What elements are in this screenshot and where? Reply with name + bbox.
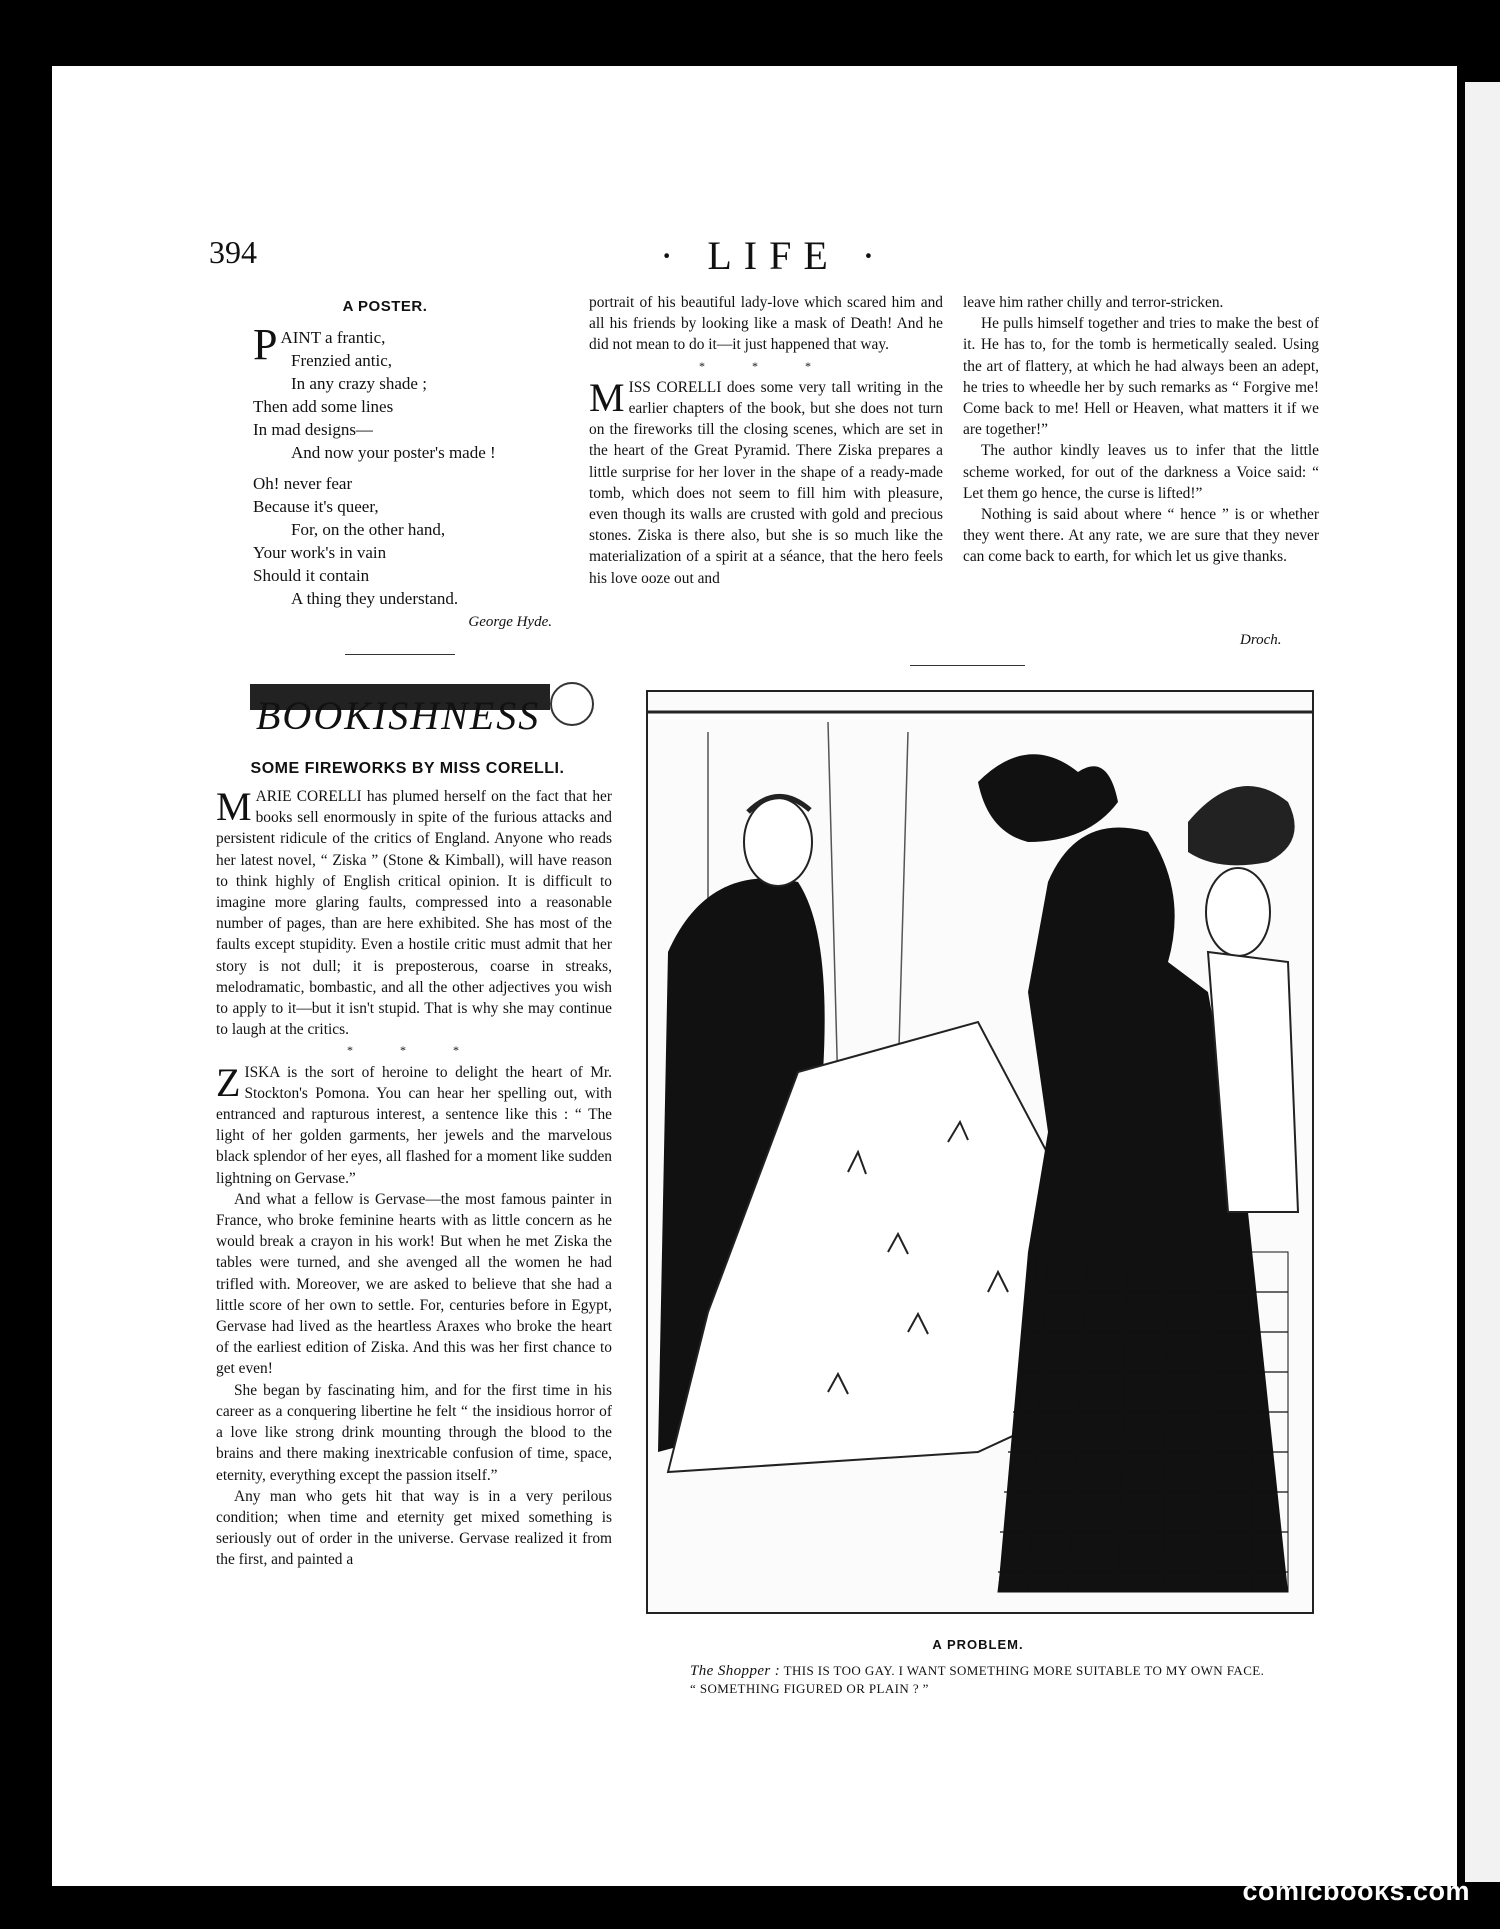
section-separator: * * * (699, 358, 833, 373)
site-watermark: comicbooks.com (1242, 1876, 1470, 1906)
article-column-2 (589, 292, 943, 589)
poem-line: Because it's queer, (253, 497, 379, 516)
article-column-1 (216, 786, 612, 1571)
article-column-3 (963, 292, 1319, 568)
drop-cap: M (589, 374, 625, 420)
caption-line-2: “ SOMETHING FIGURED OR PLAIN ? ” (690, 1681, 929, 1696)
poem-line: Then add some lines (253, 397, 394, 416)
poem-line: In mad designs— (253, 420, 373, 439)
divider (910, 665, 1025, 666)
poem-title: A POSTER. (342, 298, 428, 315)
caption-line-1: THIS IS TOO GAY. I WANT SOMETHING MORE SUITABLE TO MY OWN FACE. (783, 1663, 1265, 1678)
poem-line: AINT a frantic, (280, 328, 386, 347)
poem-line: Your work's in vain (253, 543, 387, 562)
article-paragraph: leave him rather chilly and terror-stricken. (963, 294, 1224, 311)
article-paragraph: ZISKA is the sort of heroine to delight the heart of Mr. Stockton's Pomona. You can hear her spelling out, with entranced and rapturous interest, a sentence like this : “ The light of her golden garments, her jewels and the marvelous black splendor of her eyes, all flashed for a moment like sudden lightning on Gervase.” (216, 1059, 612, 1187)
next-page-edge (1465, 82, 1500, 1882)
poem (253, 320, 496, 610)
cherub-icon (550, 682, 594, 726)
poem-line: Should it contain (253, 566, 370, 585)
article-paragraph: portrait of his beautiful lady-love which scared him and all his friends by looking like a mask of Death! And he did not mean to do it—it just happened that way. (589, 294, 943, 354)
article-paragraph: Any man who gets hit that way is in a very perilous condition; when time and eternity get mixed something is seriously out of order in the universe. Gervase realized it from the first, and painted a (216, 1487, 612, 1569)
illustration-a-problem (646, 690, 1314, 1614)
poem-line: And now your poster's made ! (291, 443, 496, 462)
page-number: 394 (209, 234, 257, 270)
article-paragraph: Nothing is said about where “ hence ” is or whether they went there. At any rate, we are sure that they never can come back to earth, for which let us give thanks. (963, 506, 1319, 566)
article-paragraph: MARIE CORELLI has plumed herself on the fact that her books sell enormously in spite of the furious attacks and persistent ridicule of the critics of England. Anyone who reads her latest novel, “ Ziska ” (Stone & Kimball), will have reason to think highly of English critical opinion. It is difficult to imagine more glaring faults, compressed into a reasonable number of pages, than are here exhibited. She has most of the faults except stupidity. Even a hostile critic must admit that her story is not dull; it is preposterous, coarse in streaks, melodramatic, bombastic, and all the other adjectives you wish to apply to it—but it isn't stupid. That is why she may continue to laugh at the critics. (216, 784, 612, 1039)
article-signature: Droch. (1240, 632, 1282, 648)
drop-cap: M (216, 784, 252, 829)
divider (345, 654, 455, 655)
article-paragraph: He pulls himself together and tries to make the best of it. He has to, for the tomb is hermetically sealed. Using the art of flattery, at which he had always been an adept, he tries to wheedle her by such remarks as “ Forgive me! Come back to me! Hell or Heaven, what matters it if we are together!” (963, 315, 1319, 439)
illustration-drawing (648, 692, 1312, 1612)
poem-line: A thing they understand. (291, 589, 459, 608)
masthead: · LIFE · (660, 233, 888, 278)
illustration-caption (660, 1662, 1300, 1697)
poem-author: George Hyde. (468, 614, 552, 630)
poem-drop-cap: P (253, 320, 278, 369)
poem-line: For, on the other hand, (291, 520, 446, 539)
article-paragraph: She began by fascinating him, and for the first time in his career as a conquering libertine he felt “ the insidious horror of a love like strong drink mounting through the blood to the brains and there making inextricable confusion of time, space, eternity, everything except the passion itself.” (216, 1381, 612, 1484)
poem-line: Oh! never fear (253, 474, 353, 493)
drop-cap: Z (216, 1059, 241, 1105)
illustration-title: A PROBLEM. (932, 1637, 1024, 1652)
article-paragraph: And what a fellow is Gervase—the most famous painter in France, who broke feminine hearts with as little concern as he would break a crayon in his work! But when he met Ziska the tables were turned, and she avenged all the women he had trifled with. Moreover, we are asked to believe that she had a little score of her own to settle. For, centuries before in Egypt, Gervase had lived as the heartless Araxes who broke the heart of the earliest edition of Ziska. And this was her first chance to get even! (216, 1190, 612, 1378)
section-separator: * * * (347, 1043, 481, 1058)
article-title: SOME FIREWORKS BY MISS CORELLI. (250, 760, 565, 777)
article-paragraph: MISS CORELLI does some very tall writing in the earlier chapters of the book, but she does not turn on the fireworks till the closing scenes, which are set in the heart of the Great Pyramid. There Ziska prepares a little surprise for her lover in the shape of a ready-made tomb, which does not seem to fill him with pleasure, even though its walls are crusted with gold and precious stones. Ziska is there also, but she is so much like the materialization of a spirit at a séance, that the hero feels his love ooze out and (589, 374, 943, 587)
caption-speaker: The Shopper : (690, 1663, 781, 1679)
article-paragraph: The author kindly leaves us to infer that the little scheme worked, for out of the darkness a Voice said: “ Let them go hence, the curse is lifted!” (963, 442, 1319, 502)
banner-text: BOOKISHNESS (256, 693, 541, 738)
poem-line: Frenzied antic, (291, 351, 393, 370)
poem-line: In any crazy shade ; (291, 374, 427, 393)
bookishness-banner (250, 678, 590, 740)
